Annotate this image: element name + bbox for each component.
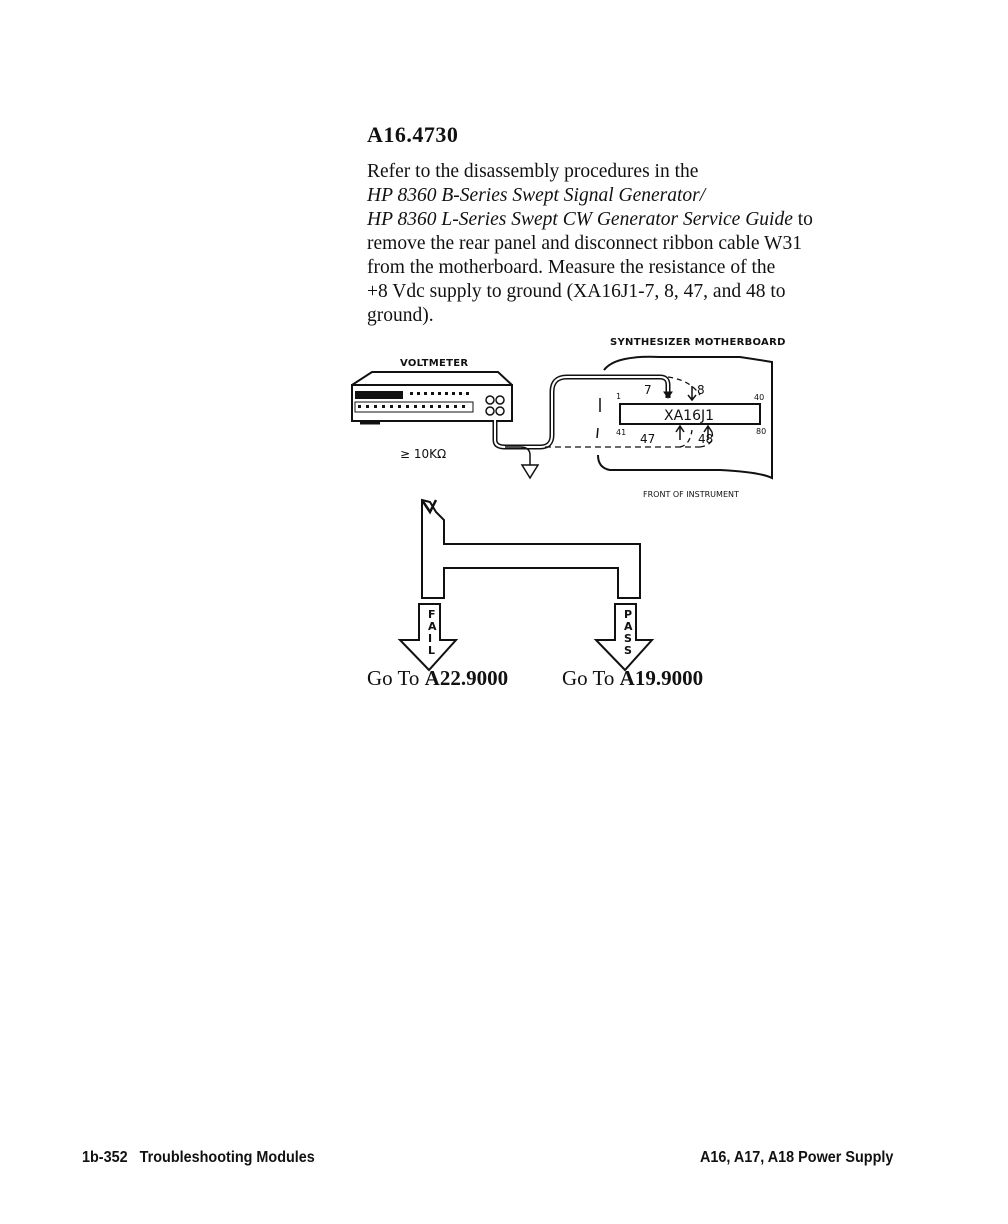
pin-label: 41 [616,428,627,437]
pin-label: 80 [756,427,767,436]
text-line: ground). [367,305,434,326]
text-line: from the motherboard. Measure the resistance of the [367,257,776,278]
pass-target-link[interactable]: A19.9000 [619,666,704,690]
front-label: FRONT OF INSTRUMENT [643,490,739,499]
pin-label: 8 [697,383,705,397]
voltmeter-icon [352,372,512,423]
text-fragment: to [792,209,813,230]
pin-label: 48 [698,432,714,446]
footer-section-title: A16, A17, A18 Power Supply [700,1149,894,1166]
pass-letter: S [624,644,632,657]
pin-label: 7 [644,383,652,397]
fail-target-link[interactable]: A22.9000 [424,666,509,690]
pass-arrow-icon [596,604,652,670]
footer-page-info: 1b-352 Troubleshooting Modules [82,1149,315,1166]
pass-goto [562,666,703,691]
pin-label: 47 [640,432,656,446]
fail-letter: L [428,644,436,657]
voltmeter-label: VOLTMETER [400,358,469,369]
goto-prefix: Go To [562,666,620,690]
fail-letter: I [428,632,433,645]
fail-goto [367,666,508,691]
manual-title-line-2: HP 8360 L-Series Swept CW Generator Service Guide [367,209,793,230]
text-line: +8 Vdc supply to ground (XA16J1-7, 8, 47, and 48 to [367,281,786,302]
connector-label: XA16J1 [664,408,715,424]
pass-letter: P [624,608,633,621]
flow-connector [422,500,640,598]
pin-label: 40 [754,393,765,402]
fail-letter: F [428,608,436,621]
text-line: remove the rear panel and disconnect ribbon cable W31 [367,233,802,254]
manual-title-line-1: HP 8360 B-Series Swept Signal Generator/ [367,185,706,206]
pin-label: 1 [616,392,622,401]
pass-letter: S [624,632,632,645]
goto-prefix: Go To [367,666,425,690]
probe-arrow-icon [676,426,684,440]
resistance-value: ≥ 10KΩ [400,447,447,461]
fail-letter: A [428,620,437,633]
fail-arrow-icon [400,604,456,670]
text-line: Refer to the disassembly procedures in the [367,161,699,182]
motherboard-label: SYNTHESIZER MOTHERBOARD [610,337,786,348]
page-title: A16.4730 [367,122,459,147]
pass-letter: A [624,620,633,633]
